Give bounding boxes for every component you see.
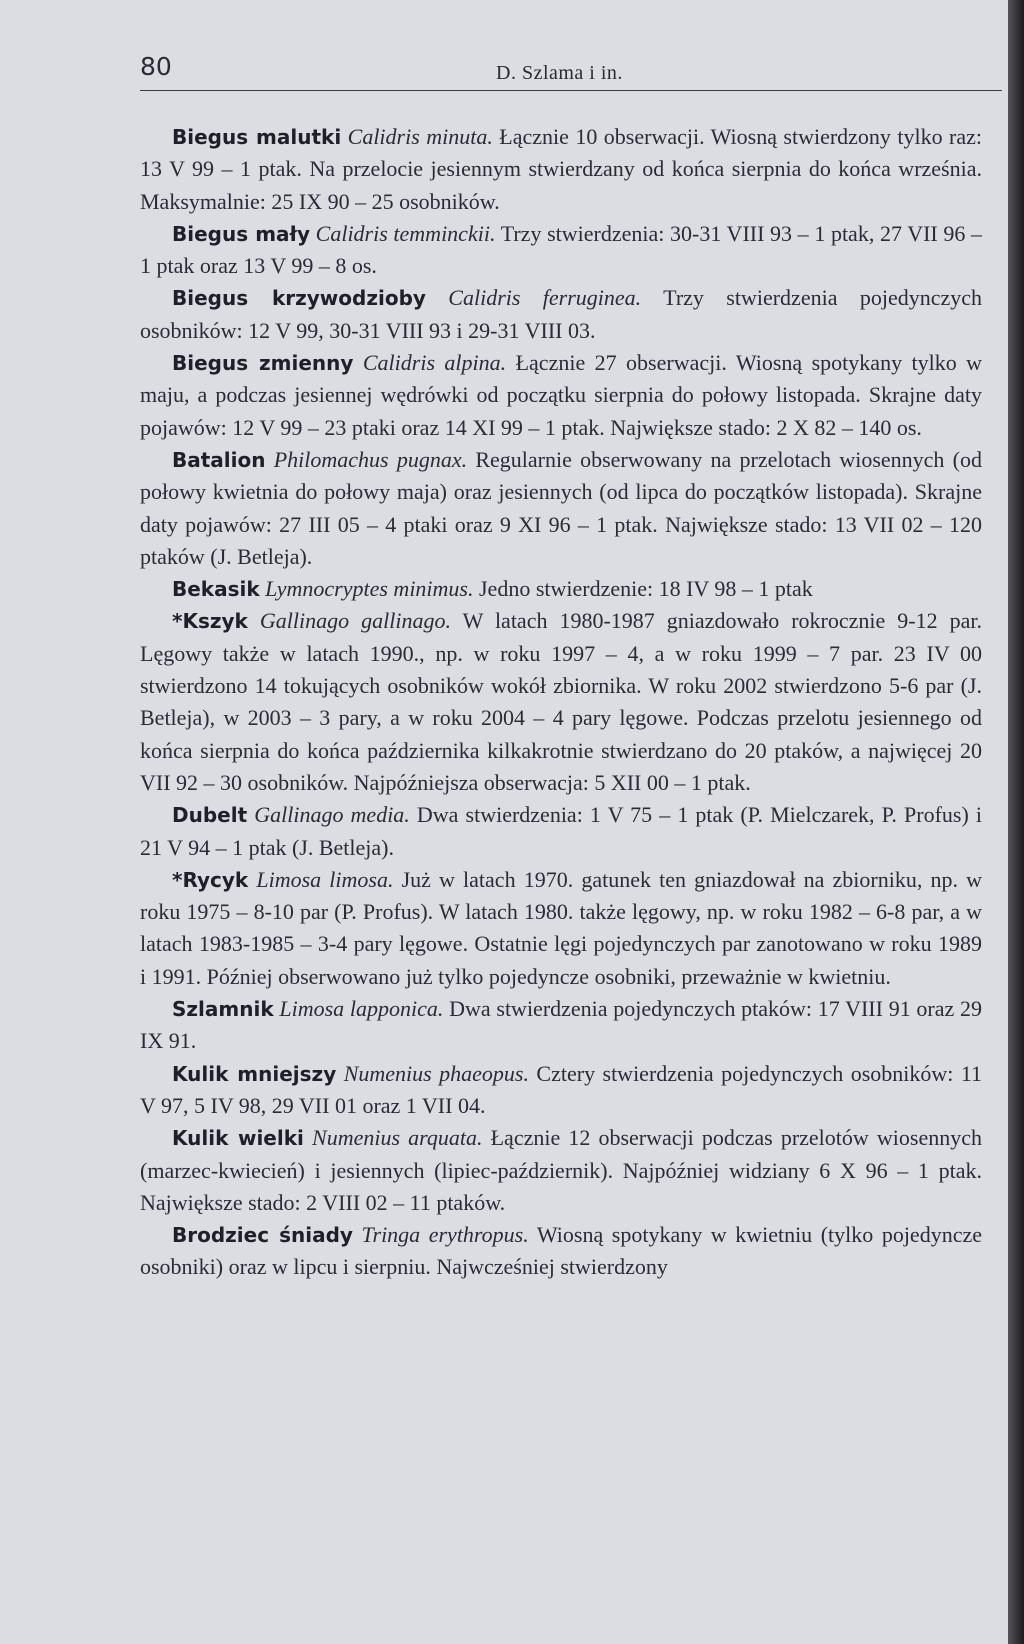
species-description: W latach 1980-1987 gniazdowało rokrocznie 9-12 par. Lęgowy także w latach 1990., np. w roku 1997 – 4, a w roku 1999 – 7 par. 23 IV 00 stwierdzono 14 tokujących osobników wokół zbiornika. W roku 2002 stwierdzono 5-6 par (J. Betleja), w 2003 – 3 pary, a w roku 2004 – 4 pary lęgowe. Podczas przelotu jesiennego od końca sierpnia do końca października kilkakrotnie stwierdzano do 20 ptaków, a najwięcej 20 VII 92 – 30 osobników. Najpóźniejsza obserwacja: 5 XII 00 – 1 ptak. xyxy=(140,608,983,795)
species-name: Batalion xyxy=(172,447,266,472)
species-name: Brodziec śniady xyxy=(172,1223,353,1248)
species-marker: * xyxy=(172,867,183,892)
species-entry xyxy=(140,347,982,444)
species-description: Dwa stwierdzenia: 1 V 75 – 1 ptak (P. Mielczarek, P. Profus) i 21 V 94 – 1 ptak (J. Betleja). xyxy=(140,802,982,860)
species-description: Łącznie 27 obserwacji. Wiosną spotykany tylko w maju, a podczas jesiennej wędrówki od początku sierpnia do połowy listopada. Skrajne daty pojawów: 12 V 99 – 23 ptaki oraz 14 XI 99 – 1 ptak. Największe stado: 2 X 82 – 140 os. xyxy=(140,350,983,440)
species-name: Bekasik xyxy=(172,577,260,602)
species-marker: * xyxy=(172,609,183,634)
page-edge-shadow xyxy=(1008,0,1024,1644)
species-description: Już w latach 1970. gatunek ten gniazdował na zbiorniku, np. w roku 1975 – 8-10 par (P. Profus). W latach 1980. także lęgowy, np. w roku 1982 – 6-8 par, a w latach 1983-1985 – 3-4 pary lęgowe. Ostatnie lęgi pojedynczych par zanotowano w roku 1989 i 1991. Później obserwowano już tylko pojedyncze osobniki, przeważnie w kwietniu. xyxy=(140,866,983,989)
species-description: Trzy stwierdzenia pojedynczych osobników: 12 V 99, 30-31 VIII 93 i 29-31 VIII 03. xyxy=(140,285,982,343)
species-latin-name: Limosa limosa. xyxy=(256,866,394,892)
species-name: Biegus malutki xyxy=(172,125,342,149)
species-latin-name: Calidris alpina. xyxy=(362,350,507,376)
species-entry xyxy=(140,282,982,347)
species-entry xyxy=(140,864,982,993)
species-name: Dubelt xyxy=(172,803,248,828)
species-name: Szlamnik xyxy=(172,997,274,1022)
species-entry xyxy=(140,121,982,218)
running-head: D. Szlama i in. xyxy=(496,62,623,84)
species-name: Biegus krzywodzioby xyxy=(172,286,426,311)
species-latin-name: Lymnocryptes minimus. xyxy=(265,576,474,602)
species-name: Kulik mniejszy xyxy=(172,1061,337,1086)
species-name: Rycyk xyxy=(182,867,249,892)
species-latin-name: Limosa lapponica. xyxy=(279,996,444,1022)
species-latin-name: Calidris ferruginea. xyxy=(448,285,642,311)
species-list xyxy=(140,121,982,1284)
species-description: Trzy stwierdzenia: 30-31 VIII 93 – 1 ptak, 27 VII 96 – 1 ptak oraz 13 V 99 – 8 os. xyxy=(140,220,982,279)
species-latin-name: Calidris temminckii. xyxy=(315,220,496,246)
species-name: Biegus zmienny xyxy=(172,351,354,376)
species-description: Łącznie 12 obserwacji podczas przelotów wiosennych (marzec-kwiecień) i jesiennych (lipiec-październik). Najpóźniej widziany 6 X 96 – 1 ptak. Największe stado: 2 VIII 02 – 11 ptaków. xyxy=(140,1125,983,1215)
species-latin-name: Tringa erythropus. xyxy=(361,1222,529,1248)
species-description: Łącznie 10 obserwacji. Wiosną stwierdzony tylko raz: 13 V 99 – 1 ptak. Na przelocie jesiennym stwierdzany od końca sierpnia do końca września. Maksymalnie: 25 IX 90 – 25 osobników. xyxy=(140,124,983,214)
species-description: Cztery stwierdzenia pojedynczych osobników: 11 V 97, 5 IV 98, 29 VII 01 oraz 1 VII 04. xyxy=(140,1060,983,1118)
species-latin-name: Gallinago media. xyxy=(254,802,410,828)
species-entry xyxy=(140,1058,982,1123)
species-latin-name: Gallinago gallinago. xyxy=(259,608,451,634)
species-entry xyxy=(140,993,982,1058)
species-description: Wiosną spotykany w kwietniu (tylko pojedyncze osobniki) oraz w lipcu i sierpniu. Najwcześniej stwierdzony xyxy=(140,1222,982,1280)
species-entry xyxy=(140,218,982,283)
species-description: Dwa stwierdzenia pojedynczych ptaków: 17 VIII 91 oraz 29 IX 91. xyxy=(140,996,982,1054)
species-description: Regularnie obserwowany na przelotach wiosennych (od połowy kwietnia do połowy maja) oraz jesiennych (od lipca do początków listopada). Skrajne daty pojawów: 27 III 05 – 4 ptaki oraz 9 XI 96 – 1 ptak. Największe stado: 13 VII 02 – 120 ptaków (J. Betleja). xyxy=(140,446,982,569)
species-entry xyxy=(140,573,982,605)
species-latin-name: Numenius arquata. xyxy=(312,1125,483,1151)
species-latin-name: Calidris minuta. xyxy=(347,124,493,149)
page-number: 80 xyxy=(140,52,172,81)
species-entry xyxy=(140,605,982,799)
species-entry xyxy=(140,444,982,573)
species-entry xyxy=(140,1219,982,1284)
species-name: Kszyk xyxy=(182,609,248,634)
species-description: Jedno stwierdzenie: 18 IV 98 – 1 ptak xyxy=(473,576,813,602)
species-name: Biegus mały xyxy=(172,221,311,246)
page-header xyxy=(140,52,1002,91)
species-entry xyxy=(140,1122,982,1219)
species-entry xyxy=(140,799,982,864)
species-latin-name: Philomachus pugnax. xyxy=(273,446,468,472)
species-latin-name: Numenius phaeopus. xyxy=(343,1060,529,1086)
species-name: Kulik wielki xyxy=(172,1126,304,1151)
